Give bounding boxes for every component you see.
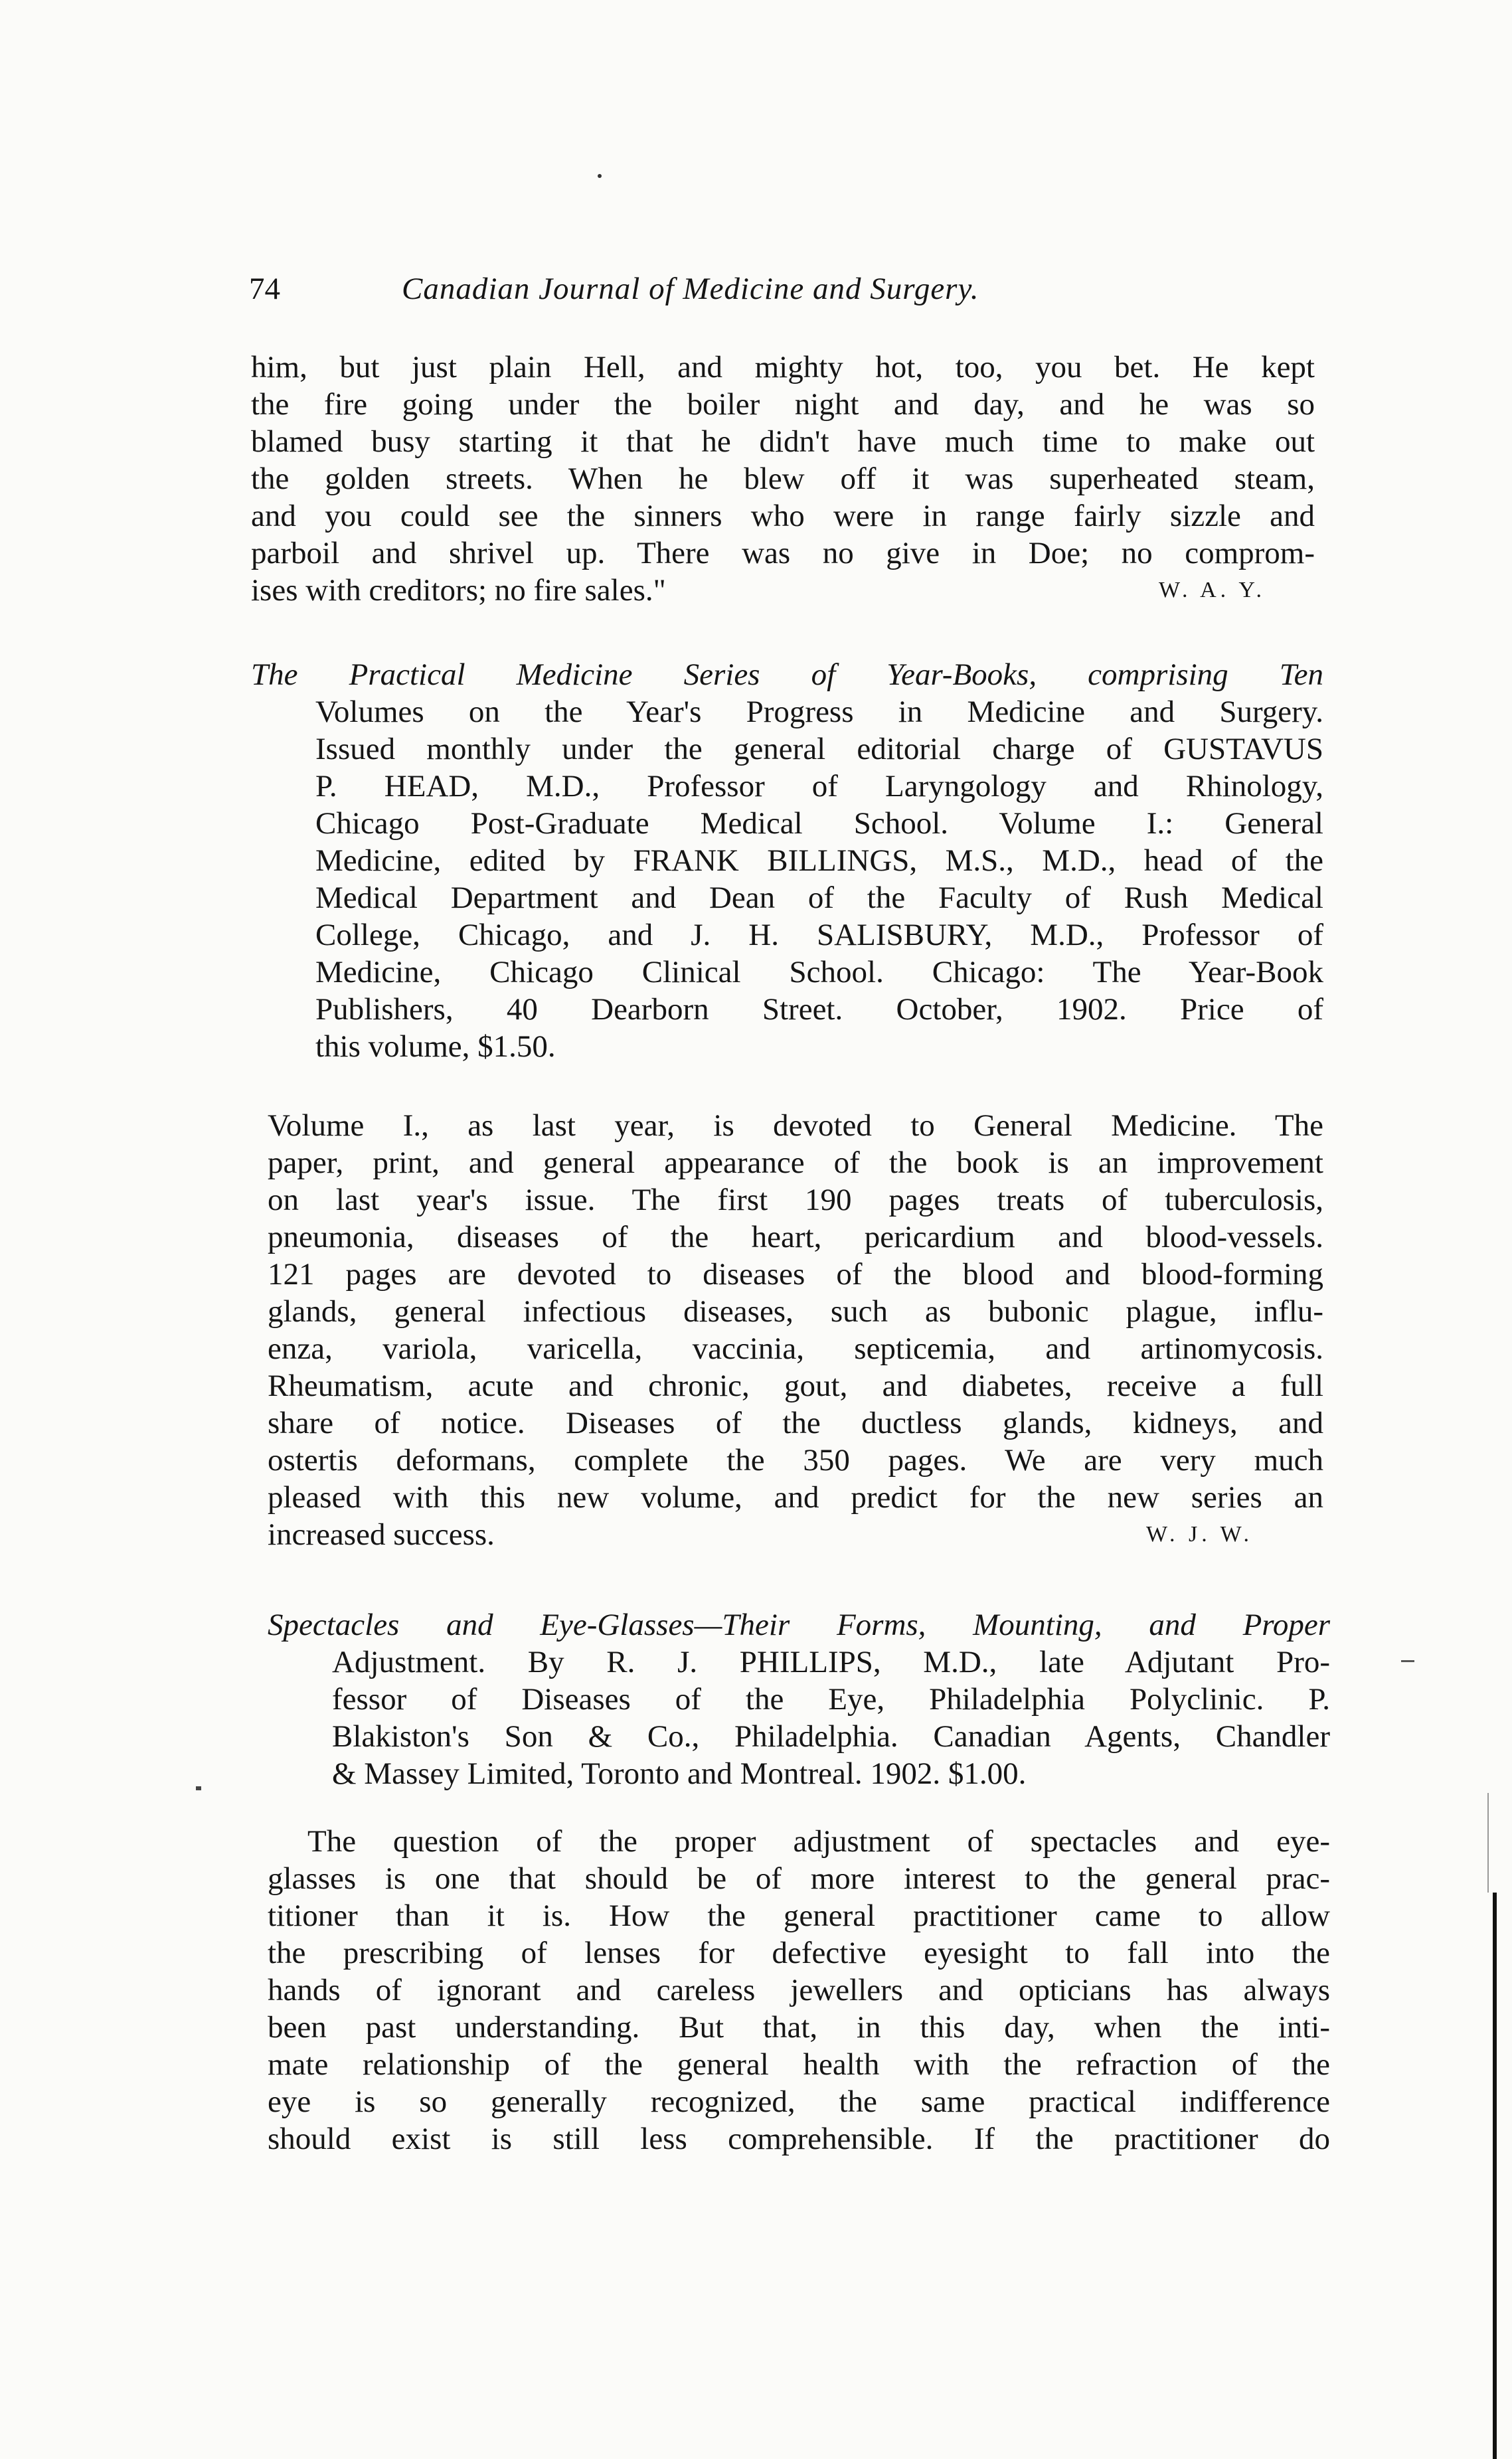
text-line: the golden streets. When he blew off it was superheated steam, <box>251 462 1315 496</box>
review1-body <box>268 1107 1323 1553</box>
margin-tick <box>196 1786 201 1790</box>
text-line: enza, variola, varicella, vaccinia, septicemia, and artinomycosis. <box>268 1331 1323 1366</box>
citation-line: Medical Department and Dean of the Faculty of Rush Medical <box>315 881 1323 915</box>
text-line: Rheumatism, acute and chronic, gout, and diabetes, receive a full <box>268 1369 1323 1403</box>
text-line: glands, general infectious diseases, such as bubonic plague, influ- <box>268 1294 1323 1329</box>
page-edge-line <box>1487 1793 1489 1893</box>
text-line: ostertis deformans, complete the 350 pages. We are very much <box>268 1443 1323 1478</box>
margin-dash <box>1401 1660 1414 1662</box>
text-line: ises with creditors; no fire sales." <box>251 573 666 608</box>
citation-line: Spectacles and Eye-Glasses—Their Forms, Mounting, and Proper <box>268 1608 1330 1642</box>
page-number: 74 <box>249 272 280 306</box>
journal-title: Canadian Journal of Medicine and Surgery. <box>402 272 979 306</box>
citation-line: Medicine, Chicago Clinical School. Chicago: The Year-Book <box>315 955 1323 989</box>
running-header <box>249 266 1285 312</box>
text-line: paper, print, and general appearance of the book is an improvement <box>268 1145 1323 1180</box>
review2-citation <box>268 1606 1330 1792</box>
citation-line: Publishers, 40 Dearborn Street. October, 1902. Price of <box>315 992 1323 1027</box>
text-line: mate relationship of the general health with the refraction of the <box>268 2047 1330 2082</box>
text-line: the fire going under the boiler night and day, and he was so <box>251 387 1315 422</box>
text-line: pneumonia, diseases of the heart, pericardium and blood-vessels. <box>268 1220 1323 1254</box>
citation-line: & Massey Limited, Toronto and Montreal. 1902. $1.00. <box>332 1756 1027 1791</box>
text-line: the prescribing of lenses for defective eyesight to fall into the <box>268 1936 1330 1970</box>
text-line: share of notice. Diseases of the ductless glands, kidneys, and <box>268 1406 1323 1440</box>
citation-line: College, Chicago, and J. H. SALISBURY, M.D., Professor of <box>315 918 1323 952</box>
citation-line: fessor of Diseases of the Eye, Philadelphia Polyclinic. P. <box>332 1682 1330 1717</box>
citation-line: The Practical Medicine Series of Year-Books, comprising Ten <box>251 657 1323 692</box>
review1-signature: W. J. W. <box>1146 1522 1254 1547</box>
citation-line: Chicago Post-Graduate Medical School. Volume I.: General <box>315 806 1323 841</box>
text-line: and you could see the sinners who were in range fairly sizzle and <box>251 499 1315 533</box>
review2-body <box>268 1823 1330 2158</box>
citation-line: Adjustment. By R. J. PHILLIPS, M.D., late Adjutant Pro- <box>332 1645 1330 1679</box>
intro-paragraph <box>251 349 1315 609</box>
citation-line: Blakiston's Son & Co., Philadelphia. Canadian Agents, Chandler <box>332 1719 1330 1754</box>
text-line: parboil and shrivel up. There was no give in Doe; no comprom- <box>251 536 1315 570</box>
citation-line: Volumes on the Year's Progress in Medicine and Surgery. <box>315 695 1323 729</box>
text-line: glasses is one that should be of more interest to the general prac- <box>268 1861 1330 1896</box>
text-line: on last year's issue. The first 190 pages treats of tuberculosis, <box>268 1183 1323 1217</box>
text-line: 121 pages are devoted to diseases of the blood and blood-forming <box>268 1257 1323 1292</box>
page-edge-bar <box>1493 1893 1497 2459</box>
text-line: hands of ignorant and careless jewellers and opticians has always <box>268 1973 1330 2007</box>
intro-signature: W. A. Y. <box>1159 578 1266 602</box>
citation-line: this volume, $1.50. <box>315 1029 556 1064</box>
text-line: Volume I., as last year, is devoted to General Medicine. The <box>268 1108 1323 1143</box>
text-line: The question of the proper adjustment of spectacles and eye- <box>307 1824 1330 1859</box>
text-line: should exist is still less comprehensible. If the practitioner do <box>268 2122 1330 2156</box>
text-line: blamed busy starting it that he didn't have much time to make out <box>251 424 1315 459</box>
text-line: been past understanding. But that, in this day, when the inti- <box>268 2010 1330 2045</box>
text-line: him, but just plain Hell, and mighty hot, too, you bet. He kept <box>251 350 1315 384</box>
ink-speck <box>598 174 602 178</box>
citation-line: P. HEAD, M.D., Professor of Laryngology and Rhinology, <box>315 769 1323 804</box>
text-line: pleased with this new volume, and predict for the new series an <box>268 1480 1323 1515</box>
citation-line: Medicine, edited by FRANK BILLINGS, M.S., M.D., head of the <box>315 843 1323 878</box>
text-line: eye is so generally recognized, the same practical indifference <box>268 2084 1330 2119</box>
citation-line: Issued monthly under the general editorial charge of GUSTAVUS <box>315 732 1323 766</box>
text-line: increased success. <box>268 1517 495 1552</box>
text-line: titioner than it is. How the general practitioner came to allow <box>268 1899 1330 1933</box>
review1-citation <box>251 656 1323 1065</box>
